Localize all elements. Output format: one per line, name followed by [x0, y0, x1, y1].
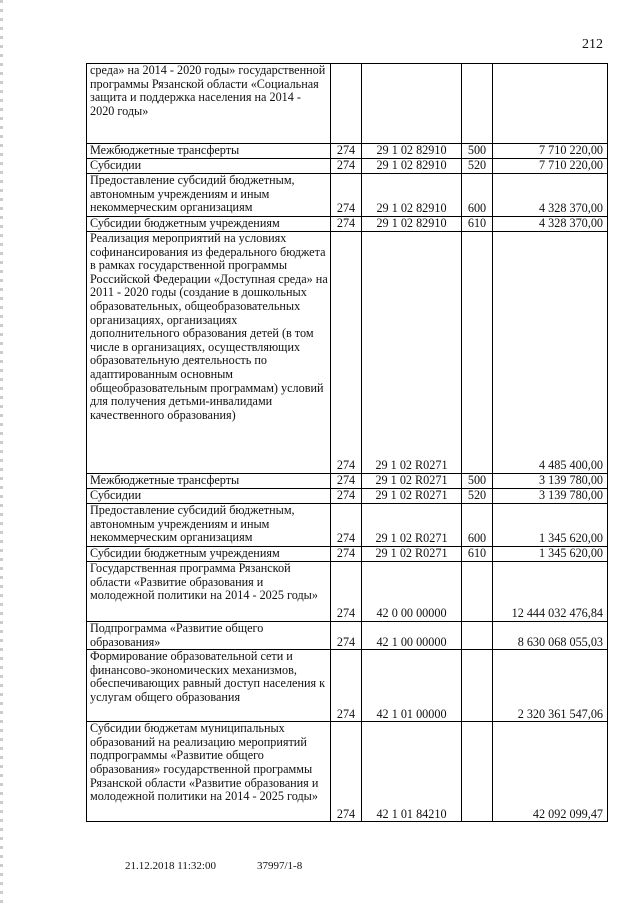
row-expense-type: 610	[462, 547, 493, 562]
table-row	[87, 547, 608, 562]
footer-doc-number: 37997/1-8	[257, 860, 303, 872]
table-row	[87, 217, 608, 232]
row-target-article: 29 1 02 82910	[362, 217, 462, 232]
table-row	[87, 64, 608, 144]
table-row	[87, 722, 608, 822]
row-amount: 8 630 068 055,03	[493, 622, 608, 650]
table-row	[87, 174, 608, 217]
row-amount: 7 710 220,00	[493, 144, 608, 159]
row-amount: 3 139 780,00	[493, 489, 608, 504]
row-amount	[493, 64, 608, 144]
row-code: 274	[331, 159, 362, 174]
row-code	[331, 64, 362, 144]
table-row	[87, 504, 608, 547]
row-name: Предоставление субсидий бюджетным, автономным учреждениям и иным некоммерческим организациям	[87, 174, 331, 217]
row-name: Межбюджетные трансферты	[87, 144, 331, 159]
row-name: Межбюджетные трансферты	[87, 474, 331, 489]
row-expense-type: 600	[462, 504, 493, 547]
row-expense-type	[462, 622, 493, 650]
row-name: Подпрограмма «Развитие общего образования»	[87, 622, 331, 650]
row-expense-type	[462, 650, 493, 722]
row-code: 274	[331, 474, 362, 489]
budget-table	[86, 63, 608, 822]
row-amount: 4 485 400,00	[493, 232, 608, 474]
page-number: 212	[582, 37, 603, 52]
row-expense-type: 500	[462, 144, 493, 159]
row-expense-type: 520	[462, 489, 493, 504]
table-row	[87, 650, 608, 722]
table-row	[87, 562, 608, 622]
row-target-article: 29 1 02 82910	[362, 159, 462, 174]
row-code: 274	[331, 232, 362, 474]
row-amount: 2 320 361 547,06	[493, 650, 608, 722]
table-row	[87, 622, 608, 650]
row-target-article: 29 1 02 82910	[362, 144, 462, 159]
row-expense-type: 600	[462, 174, 493, 217]
row-amount: 4 328 370,00	[493, 174, 608, 217]
row-target-article: 42 1 01 00000	[362, 650, 462, 722]
row-target-article: 42 0 00 00000	[362, 562, 462, 622]
row-name: Субсидии бюджетам муниципальных образований на реализацию мероприятий подпрограммы «Развитие общего образования» государственной программы Рязанской области «Развитие образования и молодежной политики на 2014 - 2025 годы»	[87, 722, 331, 822]
row-amount: 12 444 032 476,84	[493, 562, 608, 622]
row-expense-type	[462, 722, 493, 822]
row-amount: 3 139 780,00	[493, 474, 608, 489]
table-row	[87, 474, 608, 489]
row-target-article: 42 1 00 00000	[362, 622, 462, 650]
row-amount: 1 345 620,00	[493, 547, 608, 562]
row-amount: 4 328 370,00	[493, 217, 608, 232]
row-name: Формирование образовательной сети и финансово-экономических механизмов, обеспечивающих равный доступ населения к услугам общего образования	[87, 650, 331, 722]
row-target-article	[362, 64, 462, 144]
table-row	[87, 232, 608, 474]
row-code: 274	[331, 650, 362, 722]
row-amount: 42 092 099,47	[493, 722, 608, 822]
row-expense-type: 520	[462, 159, 493, 174]
row-target-article: 29 1 02 R0271	[362, 489, 462, 504]
row-name: Государственная программа Рязанской области «Развитие образования и молодежной политики на 2014 - 2025 годы»	[87, 562, 331, 622]
row-target-article: 29 1 02 82910	[362, 174, 462, 217]
row-name: Реализация мероприятий на условиях софинансирования из федерального бюджета в рамках государственной программы Российской Федерации «Доступная среда» на 2011 - 2020 годы (создание в дошкольных образовательных, общеобразовательных организациях, организациях дополнительного образования детей (в том числе в организациях, осуществляющих образовательную деятельность по адаптированным основным общеобразовательным программам) условий для получения детьми-инвалидами качественного образования)	[87, 232, 331, 474]
row-target-article: 29 1 02 R0271	[362, 504, 462, 547]
row-code: 274	[331, 174, 362, 217]
row-code: 274	[331, 722, 362, 822]
row-target-article: 42 1 01 84210	[362, 722, 462, 822]
table-row	[87, 489, 608, 504]
row-code: 274	[331, 622, 362, 650]
row-name: Субсидии	[87, 159, 331, 174]
row-code: 274	[331, 217, 362, 232]
row-target-article: 29 1 02 R0271	[362, 474, 462, 489]
row-code: 274	[331, 504, 362, 547]
row-target-article: 29 1 02 R0271	[362, 232, 462, 474]
row-name: Субсидии бюджетным учреждениям	[87, 547, 331, 562]
row-name: Субсидии бюджетным учреждениям	[87, 217, 331, 232]
row-code: 274	[331, 144, 362, 159]
row-code: 274	[331, 562, 362, 622]
row-target-article: 29 1 02 R0271	[362, 547, 462, 562]
row-name: Предоставление субсидий бюджетным, автономным учреждениям и иным некоммерческим организациям	[87, 504, 331, 547]
row-code: 274	[331, 489, 362, 504]
row-expense-type: 610	[462, 217, 493, 232]
footer-datetime: 21.12.2018 11:32:00	[125, 860, 216, 872]
table-row	[87, 159, 608, 174]
row-name: среда» на 2014 - 2020 годы» государственной программы Рязанской области «Социальная защита и поддержка населения на 2014 - 2020 годы»	[87, 64, 331, 144]
row-expense-type	[462, 232, 493, 474]
row-code: 274	[331, 547, 362, 562]
table-row	[87, 144, 608, 159]
scan-edge-artifact	[0, 0, 3, 905]
row-name: Субсидии	[87, 489, 331, 504]
row-expense-type	[462, 562, 493, 622]
row-amount: 7 710 220,00	[493, 159, 608, 174]
row-expense-type	[462, 64, 493, 144]
row-expense-type: 500	[462, 474, 493, 489]
row-amount: 1 345 620,00	[493, 504, 608, 547]
